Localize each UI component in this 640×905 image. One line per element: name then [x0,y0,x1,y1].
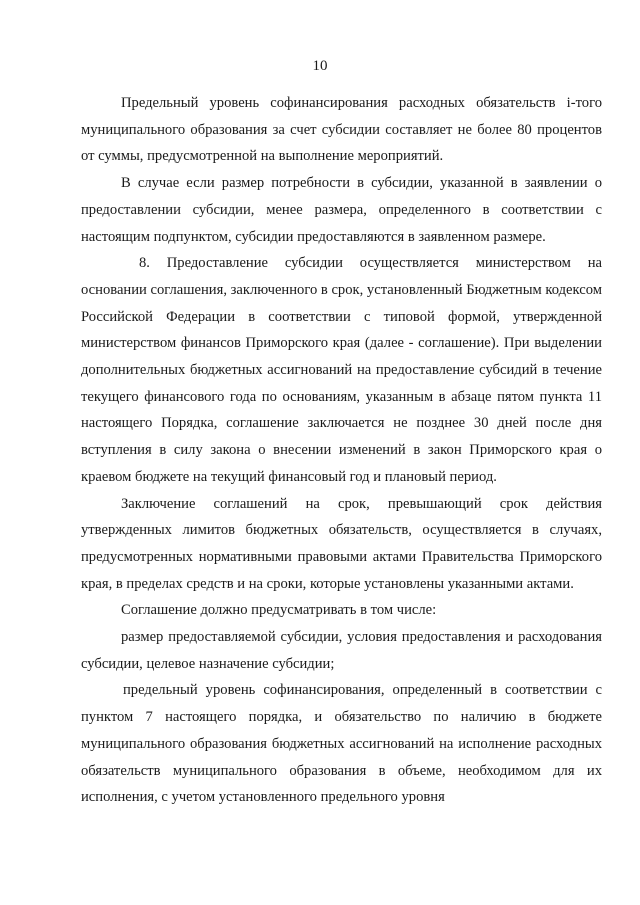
paragraph-agreement-term: Заключение соглашений на срок, превышающий срок действия утвержденных лимитов бюджетных обязательств, осуществляется в случаях, предусмотренных нормативными правовыми актами Правительства Приморского края, в пределах средств и на сроки, которые установлены указанными актами. [81,495,602,592]
paragraph-subsidy-size: В случае если размер потребности в субсидии, указанной в заявлении о предоставлении субсидии, менее размера, определенного в соответствии с настоящим подпунктом, субсидии предоставляются в заявленном размере. [81,175,602,245]
document-body [81,90,602,811]
paragraph-cofinancing-obligation: предельный уровень софинансирования, определенный в соответствии с пунктом 7 настоящего порядка, и обязательство по наличию в бюджете муниципального образования бюджетных ассигнований на исполнение расходных обязательств муниципального образования в объеме, необходимом для их исполнения, с учетом установленного предельного уровня [81,682,602,806]
paragraph-item-8: 8. Предоставление субсидии осуществляется министерством на основании соглашения, заключенного в срок, установленный Бюджетным кодексом Российской Федерации в соответствии с типовой формой, утвержденной министерством финансов Приморского края (далее - соглашение). При выделении дополнительных бюджетных ассигнований на предоставление субсидий в течение текущего финансового года по основаниям, указанным в абзаце пятом пункта 11 настоящего Порядка, соглашение заключается не позднее 30 дней после дня вступления в силу закона о внесении изменений в закон Приморского края о краевом бюджете на текущий финансовый год и плановый период. [81,255,602,485]
paragraph-subsidy-amount: размер предоставляемой субсидии, условия предоставления и расходования субсидии, целевое назначение субсидии; [81,629,602,672]
paragraph-agreement-contents: Соглашение должно предусматривать в том числе: [121,602,437,619]
page-number: 10 [312,58,328,74]
paragraph-cofinancing-limit: Предельный уровень софинансирования расходных обязательств i-того муниципального образования за счет субсидии составляет не более 80 процентов от суммы, предусмотренной на выполнение мероприятий. [81,95,602,165]
